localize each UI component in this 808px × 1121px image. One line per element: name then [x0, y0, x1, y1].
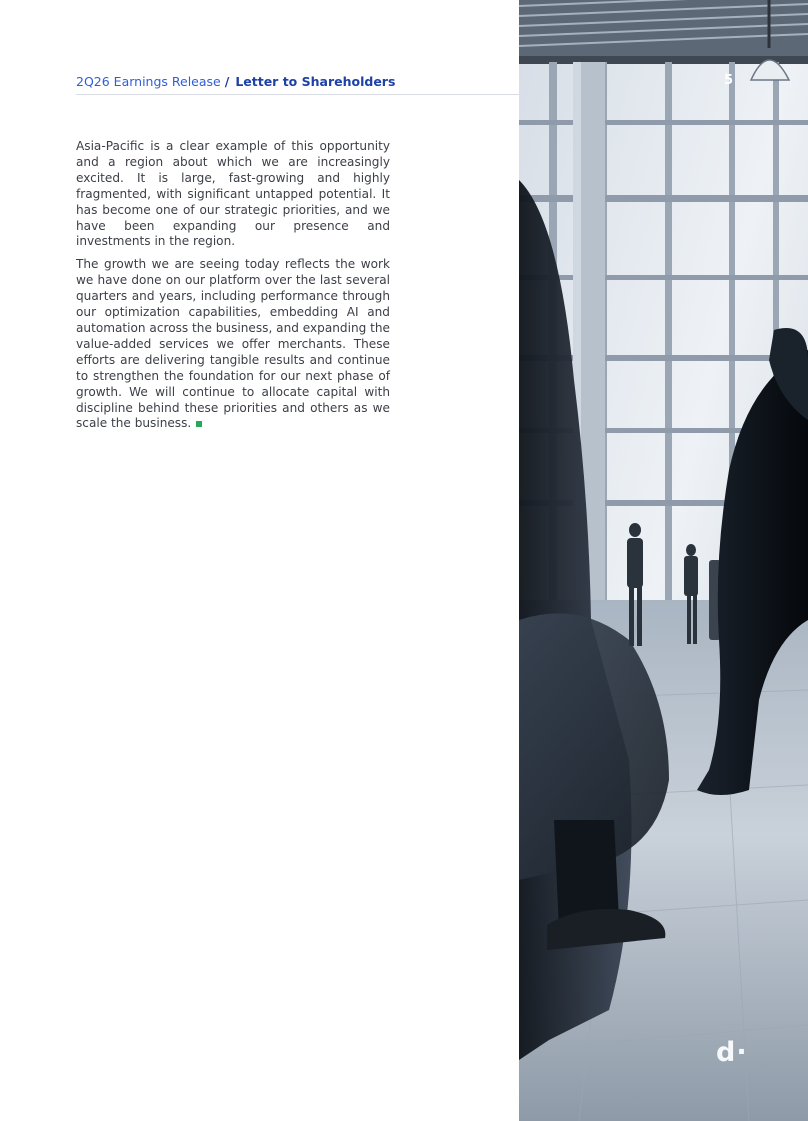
cover-photo: [519, 0, 808, 1121]
page-header: [76, 73, 395, 91]
letter-body: [76, 139, 390, 439]
brand-logo: d·: [716, 1037, 748, 1068]
paragraph: [76, 257, 390, 432]
page-number: 5: [724, 73, 734, 88]
header-divider: [76, 94, 519, 95]
end-mark-icon: [196, 421, 202, 427]
photo-illustration: [519, 0, 808, 1121]
section-title: Letter to Shareholders: [235, 74, 396, 89]
report-title: 2Q26 Earnings Release: [76, 74, 221, 89]
paragraph-text: The growth we are seeing today reflects the work we have done on our platform over the last several quarters and years, including performance through our optimization capabilities, embedding AI and automation across the business, and expanding the value-added services we offer merchants. These efforts are delivering tangible results and continue to strengthen the foundation for our next phase of growth. We will continue to allocate capital with discipline behind these priorities and others as we scale the business.: [76, 257, 390, 431]
header-separator: /: [224, 74, 230, 89]
paragraph: Asia-Pacific is a clear example of this opportunity and a region about which we are increasingly excited. It is large, fast-growing and highly fragmented, with significant untapped potential. It has become one of our strategic priorities, and we have been expanding our presence and investments in the region.: [76, 139, 390, 249]
